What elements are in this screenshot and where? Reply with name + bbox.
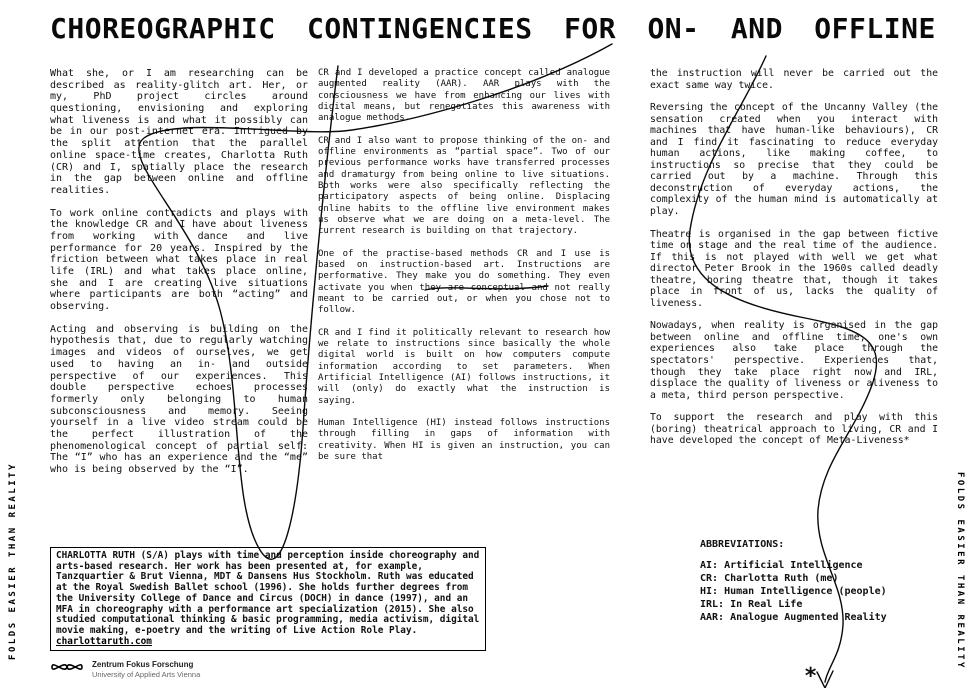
fold-text-left: FOLDS EASIER THAN REALITY bbox=[8, 462, 18, 660]
meta-liveness-asterisk: * bbox=[804, 664, 818, 688]
abbreviations-list bbox=[700, 538, 940, 624]
artist-bio-box bbox=[50, 547, 486, 651]
footer-text bbox=[92, 660, 200, 679]
text-column-3 bbox=[650, 68, 938, 458]
abbreviation-item: IRL: In Real Life bbox=[700, 599, 803, 610]
paragraph: CR and I find it politically relevant to research how we relate to instructions since basically the whole digital world is built on how computers compute information according to set parameters. When Artificial Intelligence (AI) follows instructions, it will (only) do exactly what the instruction is saying. bbox=[318, 327, 610, 406]
paragraph: CR and I also want to propose thinking of the on- and offline environments as “partial space”. Two of our previous performance works have transferred processes and dramaturgy from being online to live situations. Both works were also specifically reflecting the participatory aspects of being online. Displacing online habits to the offline live environment makes us observe what we are doing on a meta-level. The current research is building on that trajectory. bbox=[318, 135, 610, 237]
footer-org-name: Zentrum Fokus Forschung bbox=[92, 660, 194, 669]
paragraph: Acting and observing is building on the hypothesis that, due to regularly watching images and videos of ourselves, we get used to having an in- and outside perspective of our experiences. This double perspective echoes processes formerly only belonging to human subconsciousness and memory. Seeing yourself in a live video stream could be the perfect illustration of the phenomenological concept of partial self: The “I” who has an experience and the “me” who is being observed by the “I”. bbox=[50, 323, 308, 475]
abbreviations-heading: ABBREVIATIONS: bbox=[700, 539, 785, 550]
paragraph: Reversing the concept of the Uncanny Valley (the sensation created when you interact with machines that have human-like behaviours), CR and I find it fascinating to reduce everyday human actions, like making coffee, to instructions so precise that they could be carried out by a machine. Through this deconstruction of everyday actions, the complexity of the human mind is automatically at play. bbox=[650, 102, 938, 218]
paragraph: the instruction will never be carried out the exact same way twice. bbox=[650, 68, 938, 91]
fold-text-right: FOLDS EASIER THAN REALITY bbox=[955, 472, 965, 670]
text-column-1 bbox=[50, 68, 308, 487]
text-column-2 bbox=[318, 68, 610, 474]
paragraph: To support the research and play with this (boring) theatrical approach to living, CR and I have developed the concept of Meta-Liveness* bbox=[650, 412, 938, 447]
bio-text: CHARLOTTA RUTH (S/A) plays with time and perception inside choreography and arts-based research. Her work has been presented at, for example, Tanzquartier & Brut Vienna, MDT & Dansens Hus Stockholm. Ruth was educated at the Royal Swedish Ballet school (1996). She holds further degrees from the University College of Dance and Circus (DOCH) in dance (1997), and an MFA in choreography with a performance art specialization (2015). She also studied computational thinking & basic programming, media activism, digital movie making, e-poetry and the writing of Live Action Role Play. bbox=[56, 550, 480, 637]
paragraph: Theatre is organised in the gap between fictive time on stage and the real time of the audience. If this is not played with well we get what director Peter Brook in the 1960s called deadly theatre, boring theatre that, though it takes place in front of us, lacks the quality of liveness. bbox=[650, 228, 938, 309]
footer-org-subtitle: University of Applied Arts Vienna bbox=[92, 670, 201, 679]
paragraph: Nowadays, when reality is organised in the gap between online and offline time, one's own experiences also take place through the spectators' perspective. Experiences that, though they take place right now and IRL, displace the quality of liveness or aliveness to a meta, third person perspective. bbox=[650, 320, 938, 401]
abbreviation-item: CR: Charlotta Ruth (me) bbox=[700, 573, 839, 584]
arrowhead-icon bbox=[817, 671, 833, 688]
paragraph: What she, or I am researching can be described as reality-glitch art. Her, or my, PhD project circles around questioning, envisioning and exploring what liveness is and what it possibly can be in our post-internet era. Intrigued by the split attention that the parallel online space-time creates, Charlotta Ruth (CR) and I, spatially place the research in the gap between online and offline realities. bbox=[50, 68, 308, 196]
page-title: CHOREOGRAPHIC CONTINGENCIES FOR ON- AND OFFLINE bbox=[50, 12, 936, 45]
abbreviation-item: AAR: Analogue Augmented Reality bbox=[700, 612, 887, 623]
infinity-logo-icon bbox=[50, 658, 84, 681]
bio-website-link[interactable]: charlottaruth.com bbox=[56, 635, 152, 647]
paragraph: One of the practise-based methods CR and I use is based on instruction-based art. Instructions are performative. They make you do something. They even activate you when they are conceptual and not really meant to be carried out, or when you chose not to follow. bbox=[318, 248, 610, 316]
paragraph: Human Intelligence (HI) instead follows instructions through filling in gaps of information with creativity. When HI is given an instruction, you can be sure that bbox=[318, 417, 610, 462]
paragraph: To work online contradicts and plays with the knowledge CR and I have about liveness from working with dance and live performance for 20 years. Inspired by the friction between what takes place in real life (IRL) and what takes place online, she and I are creating live situations where participants are both “acting” and observing. bbox=[50, 207, 308, 313]
paragraph: CR and I developed a practice concept called analogue augmented reality (AAR). AAR plays with the consciousness we have from enhancing our lives with digital means, but renegotiates this awareness with analogue methods. bbox=[318, 68, 610, 124]
abbreviation-item: HI: Human Intelligence (people) bbox=[700, 586, 887, 597]
footer-logo-block bbox=[50, 658, 200, 681]
abbreviation-item: AI: Artificial Intelligence bbox=[700, 560, 863, 571]
